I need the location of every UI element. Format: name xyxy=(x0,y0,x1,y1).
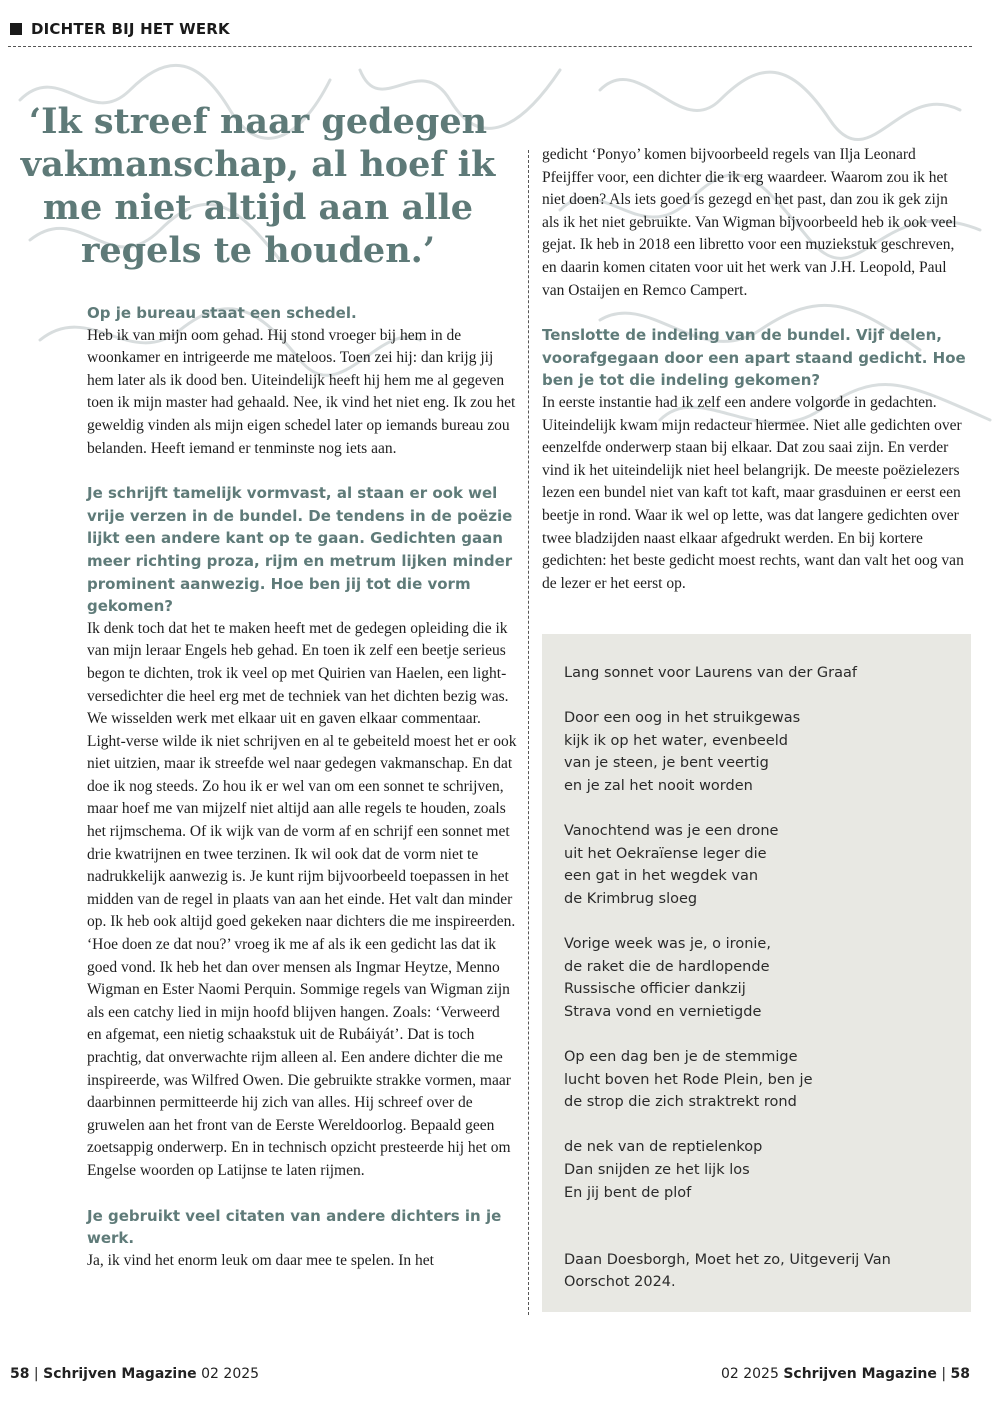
poem-line: Strava vond en vernietigde xyxy=(564,1003,762,1020)
footer-right: 02 2025 Schrijven Magazine | 58 xyxy=(720,1366,970,1382)
poem-line: Op een dag ben je de stemmige xyxy=(564,1049,798,1066)
poem-line: van je steen, je bent veertig xyxy=(564,755,769,772)
answer: Ik denk toch dat het te maken heeft met de gedegen opleiding die ik van mijn leraar Engels heb gehad. En toen ik zelf een beetje serieus begon te dichten, trok ik veel op met Quirien van Haelen, een light-versedichter die heel erg met de techniek van het dichten bezig was. We wisselden werk met elkaar uit en gaven elkaar commentaar. Light-verse wilde ik niet schrijven en al te gebeiteld moest het er ook niet uitzien, maar ik streefde wel naar gedegen vakmanschap. En dat doe ik nog steeds. Zo hou ik er wel van om een sonnet te schrijven, maar hoef me van mijzelf niet altijd aan alle regels te houden, zoals het rijmschema. Of ik wijk van de vorm af en schrijf een sonnet met drie kwatrijnen en twee terzinen. Ik wil ook dat de vorm niet te nadrukkelijk aanwezig is. Je kunt rijm bijvoorbeeld toepassen in het midden van de regel in plaats van aan het einde. Het valt dan minder op. Ik heb ook altijd goed gekeken naar dichters die me inspireerden. ‘Hoe doen ze dat nou?’ vroeg ik me af als ik een gedicht las dat ik goed vond. Ik heb het dan over mensen als Ingmar Heytze, Menno Wigman en Ester Naomi Perquin. Sommige regels van Wigman zijn als een catchy lied in mijn hoofd blijven hangen. Zoals: ‘Verweerd en afgemat, een nietig schaakstuk uit de Rubáiyát’. Dat is toch prachtig, dat onverwachte rijm alleen al. Een andere dichter die me inspireerde, was Wilfred Owen. Die gebruikte strakke vormen, maar daarbinnen permitteerde hij zich van alles. Hij schreef over de gruwelen aan het front van de Eerste Wereldoorlog. Bepaald geen zoetsappig onderwerp. En in technisch opzicht presteerde hij het om Engelse woorden op Latijnse te laten rijmen. xyxy=(87,619,517,1179)
poem-line: Dan snijden ze het lijk los xyxy=(564,1162,750,1179)
poem-line: lucht boven het Rode Plein, ben je xyxy=(564,1071,813,1088)
magazine-name: Schrijven Magazine xyxy=(43,1366,197,1382)
poem-box xyxy=(542,634,971,1312)
answer: gedicht ‘Ponyo’ komen bijvoorbeeld regels van Ilja Leonard Pfeijffer voor, een dichter die ik erg waardeer. Waarom zou ik het niet doen? Als iets goed is gezegd en het past, dan zou ik gek zijn als ik het niet gebruikte. Van Wigman bijvoorbeeld heb ik ook veel gejat. Ik heb in 2018 een libretto voor een muziekstuk geschreven, en daarin komen citaten voor uit het werk van J.H. Leopold, Paul van Ostaijen en Remco Campert. xyxy=(542,146,957,299)
answer: Ja, ik vind het enorm leuk om daar mee te spelen. In het xyxy=(87,1251,434,1269)
pull-quote: ‘Ik streef naar gedegen vakmanschap, al hoef ik me niet altijd aan alle regels te houden.’ xyxy=(20,101,496,271)
page-number: 58 xyxy=(10,1366,30,1382)
section-header xyxy=(10,20,230,38)
header-rule xyxy=(8,46,972,47)
column-divider xyxy=(528,150,529,1315)
poem-line: Vorige week was je, o ironie, xyxy=(564,936,771,953)
poem-line: En jij bent de plof xyxy=(564,1184,692,1201)
poem-line: en je zal het nooit worden xyxy=(564,777,753,794)
question: Tenslotte de indeling van de bundel. Vijf delen, voorafgegaan door een apart staand gedicht. Hoe ben je tot die indeling gekomen? xyxy=(542,326,966,390)
left-column xyxy=(87,302,517,1272)
page-number: 58 xyxy=(950,1366,970,1382)
question: Op je bureau staat een schedel. xyxy=(87,304,357,322)
question: Je gebruikt veel citaten van andere dichters in je werk. xyxy=(87,1206,502,1248)
poem-line: de strop die zich straktrekt rond xyxy=(564,1094,797,1111)
question: Je schrijft tamelijk vormvast, al staan er ook wel vrije verzen in de bundel. De tendens in de poëzie lijkt een andere kant op te gaan. Gedichten gaan meer richting proza, rijm en metrum lijken minder prominent aanwezig. Hoe ben jij tot die vorm gekomen? xyxy=(87,484,513,616)
poem-title: Lang sonnet voor Laurens van der Graaf xyxy=(564,665,857,681)
answer: Heb ik van mijn oom gehad. Hij stond vroeger bij hem in de woonkamer en intrigeerde me mateloos. Toen zei hij: dan krijg jij hem later als ik dood ben. Uiteindelijk heeft hij hem me al gegeven toen ik mijn master had gehaald. Nee, ik vind het niet eng. Ik zou het geweldig vinden als mijn eigen schedel later op iemands bureau zou belanden. Heeft iemand er tenminste nog iets aan. xyxy=(87,326,516,457)
poem-line: kijk ik op het water, evenbeeld xyxy=(564,732,789,749)
issue-number: 02 2025 xyxy=(201,1366,260,1382)
poem xyxy=(564,662,959,1294)
poem-line: een gat in het wegdek van xyxy=(564,868,759,885)
poem-line: Russische officier dankzij xyxy=(564,981,746,998)
magazine-name: Schrijven Magazine xyxy=(783,1366,937,1382)
issue-number: 02 2025 xyxy=(720,1366,779,1382)
poem-line: Door een oog in het struikgewas xyxy=(564,710,801,727)
answer: In eerste instantie had ik zelf een andere volgorde in gedachten. Uiteindelijk kwam mijn redacteur hiermee. Niet alle gedichten over eenzelfde onderwerp staan bij elkaar. Dat zou saai zijn. En verder vind ik het uiteindelijk niet heel belangrijk. De meeste poëzielezers lezen een bundel niet van kaft tot kaft, maar grasduinen er eerst een beetje in rond. Waar ik wel op lette, was dat langere gedichten over twee bladzijden naast elkaar afgedrukt werden. En bij kortere gedichten: het beste gedicht moest rechts, want dan valt het oog van de lezer er het eerst op. xyxy=(542,393,964,592)
poem-line: de nek van de reptielenkop xyxy=(564,1139,763,1156)
header-square-icon xyxy=(10,23,22,35)
poem-line: uit het Oekraïense leger die xyxy=(564,845,767,862)
section-title: DICHTER BIJ HET WERK xyxy=(31,20,230,38)
footer-left: 58 | Schrijven Magazine 02 2025 xyxy=(10,1366,260,1382)
poem-line: de raket die de hardlopende xyxy=(564,958,770,975)
poem-line: Vanochtend was je een drone xyxy=(564,823,779,840)
poem-line: de Krimbrug sloeg xyxy=(564,890,698,907)
right-column xyxy=(542,144,967,595)
poem-credit: Daan Doesborgh, Moet het zo, Uitgeverij Van Oorschot 2024. xyxy=(564,1251,891,1291)
